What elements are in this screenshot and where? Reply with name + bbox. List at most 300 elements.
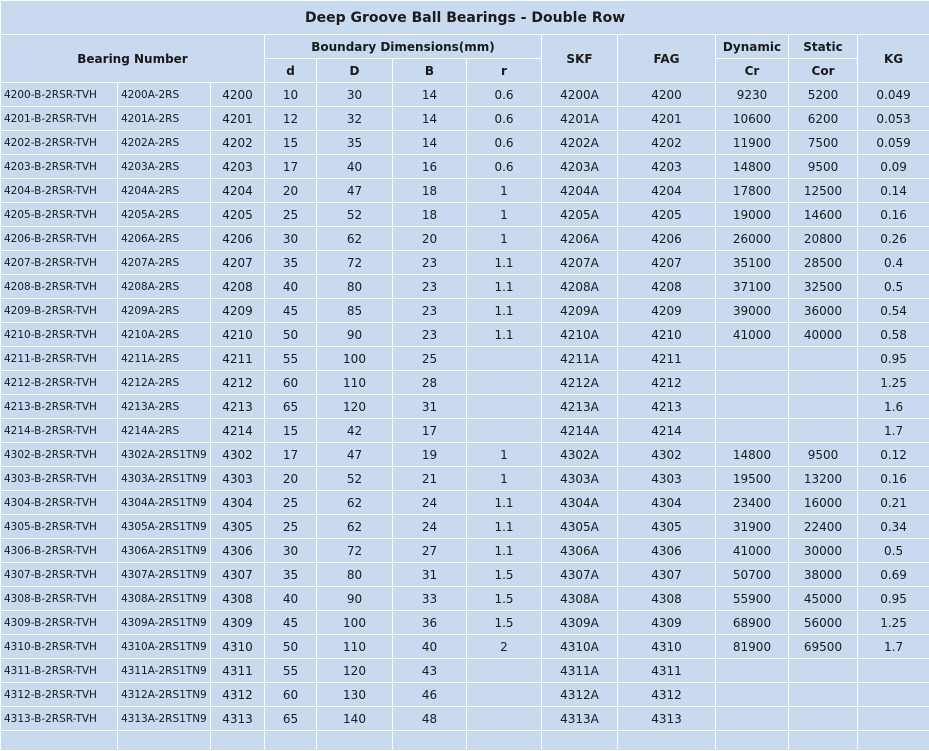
cell-ina-number: 4211-B-2RSR-TVH — [1, 347, 118, 371]
cell-cor: 56000 — [789, 611, 858, 635]
cell-nsk-number: 4308A-2RS1TN9 — [118, 587, 211, 611]
cell-fag: 4204 — [618, 179, 716, 203]
cell-r: 1.1 — [467, 323, 542, 347]
cell-kg — [858, 659, 929, 683]
cell-D: 80 — [317, 563, 393, 587]
cell-r: 0.6 — [467, 131, 542, 155]
cell-r: 1.5 — [467, 563, 542, 587]
cell-r: 1.1 — [467, 515, 542, 539]
cell-nsk-number: 4303A-2RS1TN9 — [118, 467, 211, 491]
cell-d: 15 — [265, 419, 317, 443]
cell-cr — [716, 707, 789, 731]
cell-skf: 4211A — [542, 347, 618, 371]
cell-kg: 0.049 — [858, 83, 929, 107]
cell-B: 17 — [393, 419, 467, 443]
cell-ina-number: 4204-B-2RSR-TVH — [1, 179, 118, 203]
cell-d: 35 — [265, 563, 317, 587]
cell-kg: 0.58 — [858, 323, 929, 347]
cell-r: 1 — [467, 203, 542, 227]
cell-d: 45 — [265, 299, 317, 323]
cell-D: 130 — [317, 683, 393, 707]
cell-ina-number: 4208-B-2RSR-TVH — [1, 275, 118, 299]
cell-fag: 4306 — [618, 539, 716, 563]
cell-skf: 4306A — [542, 539, 618, 563]
table-row — [1, 587, 929, 611]
header-B: B — [393, 59, 467, 83]
empty-cell — [618, 731, 716, 751]
header-kg: KG — [858, 35, 929, 83]
cell-fag: 4201 — [618, 107, 716, 131]
cell-ina-number: 4305-B-2RSR-TVH — [1, 515, 118, 539]
cell-D: 62 — [317, 515, 393, 539]
cell-d: 60 — [265, 683, 317, 707]
cell-cr: 41000 — [716, 539, 789, 563]
header-static: Static — [789, 35, 858, 59]
table-row — [1, 131, 929, 155]
cell-cr: 11900 — [716, 131, 789, 155]
cell-cor: 45000 — [789, 587, 858, 611]
cell-D: 40 — [317, 155, 393, 179]
cell-r: 1.5 — [467, 587, 542, 611]
cell-nsk-number: 4307A-2RS1TN9 — [118, 563, 211, 587]
cell-B: 40 — [393, 635, 467, 659]
cell-ina-number: 4210-B-2RSR-TVH — [1, 323, 118, 347]
cell-cr: 19000 — [716, 203, 789, 227]
header-cor: Cor — [789, 59, 858, 83]
cell-D: 62 — [317, 491, 393, 515]
cell-r: 0.6 — [467, 83, 542, 107]
cell-kg: 0.95 — [858, 587, 929, 611]
cell-skf: 4304A — [542, 491, 618, 515]
cell-D: 32 — [317, 107, 393, 131]
cell-skf: 4205A — [542, 203, 618, 227]
cell-B: 28 — [393, 371, 467, 395]
cell-ina-number: 4213-B-2RSR-TVH — [1, 395, 118, 419]
table-row — [1, 419, 929, 443]
cell-d: 25 — [265, 515, 317, 539]
cell-nsk-number: 4208A-2RS — [118, 275, 211, 299]
cell-kg: 0.16 — [858, 467, 929, 491]
cell-base-number: 4211 — [211, 347, 265, 371]
cell-D: 120 — [317, 659, 393, 683]
cell-B: 21 — [393, 467, 467, 491]
cell-kg: 1.6 — [858, 395, 929, 419]
cell-skf: 4305A — [542, 515, 618, 539]
cell-cr: 10600 — [716, 107, 789, 131]
cell-fag: 4206 — [618, 227, 716, 251]
cell-B: 18 — [393, 203, 467, 227]
cell-B: 48 — [393, 707, 467, 731]
table-row — [1, 515, 929, 539]
cell-cr: 55900 — [716, 587, 789, 611]
cell-nsk-number: 4210A-2RS — [118, 323, 211, 347]
cell-d: 40 — [265, 275, 317, 299]
cell-nsk-number: 4205A-2RS — [118, 203, 211, 227]
cell-kg: 0.34 — [858, 515, 929, 539]
cell-D: 47 — [317, 443, 393, 467]
cell-skf: 4208A — [542, 275, 618, 299]
cell-cr: 81900 — [716, 635, 789, 659]
cell-cr: 41000 — [716, 323, 789, 347]
cell-ina-number: 4304-B-2RSR-TVH — [1, 491, 118, 515]
cell-base-number: 4312 — [211, 683, 265, 707]
empty-cell — [1, 731, 118, 751]
cell-kg: 0.21 — [858, 491, 929, 515]
cell-fag: 4302 — [618, 443, 716, 467]
cell-cor: 20800 — [789, 227, 858, 251]
cell-base-number: 4304 — [211, 491, 265, 515]
cell-base-number: 4212 — [211, 371, 265, 395]
cell-kg: 0.16 — [858, 203, 929, 227]
cell-d: 10 — [265, 83, 317, 107]
cell-nsk-number: 4212A-2RS — [118, 371, 211, 395]
cell-nsk-number: 4310A-2RS1TN9 — [118, 635, 211, 659]
cell-kg: 0.5 — [858, 275, 929, 299]
table-row — [1, 251, 929, 275]
empty-cell — [467, 731, 542, 751]
cell-base-number: 4203 — [211, 155, 265, 179]
cell-ina-number: 4312-B-2RSR-TVH — [1, 683, 118, 707]
cell-fag: 4304 — [618, 491, 716, 515]
cell-skf: 4302A — [542, 443, 618, 467]
cell-fag: 4212 — [618, 371, 716, 395]
cell-skf: 4210A — [542, 323, 618, 347]
cell-kg: 0.09 — [858, 155, 929, 179]
cell-cor — [789, 419, 858, 443]
table-row — [1, 539, 929, 563]
cell-cor: 69500 — [789, 635, 858, 659]
cell-fag: 4207 — [618, 251, 716, 275]
cell-B: 25 — [393, 347, 467, 371]
cell-r: 1 — [467, 467, 542, 491]
empty-cell — [858, 731, 929, 751]
cell-ina-number: 4207-B-2RSR-TVH — [1, 251, 118, 275]
cell-D: 52 — [317, 467, 393, 491]
cell-nsk-number: 4207A-2RS — [118, 251, 211, 275]
cell-cr: 19500 — [716, 467, 789, 491]
cell-ina-number: 4307-B-2RSR-TVH — [1, 563, 118, 587]
cell-kg: 0.5 — [858, 539, 929, 563]
cell-nsk-number: 4209A-2RS — [118, 299, 211, 323]
cell-skf: 4214A — [542, 419, 618, 443]
cell-base-number: 4207 — [211, 251, 265, 275]
cell-skf: 4303A — [542, 467, 618, 491]
cell-skf: 4313A — [542, 707, 618, 731]
cell-cor: 40000 — [789, 323, 858, 347]
cell-kg: 0.14 — [858, 179, 929, 203]
cell-D: 110 — [317, 635, 393, 659]
cell-r — [467, 659, 542, 683]
cell-nsk-number: 4311A-2RS1TN9 — [118, 659, 211, 683]
cell-cor: 22400 — [789, 515, 858, 539]
cell-ina-number: 4206-B-2RSR-TVH — [1, 227, 118, 251]
cell-base-number: 4210 — [211, 323, 265, 347]
empty-cell — [118, 731, 211, 751]
header-cr: Cr — [716, 59, 789, 83]
cell-fag: 4305 — [618, 515, 716, 539]
cell-base-number: 4208 — [211, 275, 265, 299]
cell-r: 0.6 — [467, 107, 542, 131]
cell-d: 30 — [265, 227, 317, 251]
cell-skf: 4201A — [542, 107, 618, 131]
cell-fag: 4312 — [618, 683, 716, 707]
cell-cor: 16000 — [789, 491, 858, 515]
cell-B: 24 — [393, 491, 467, 515]
cell-cr — [716, 395, 789, 419]
cell-cr — [716, 419, 789, 443]
cell-D: 100 — [317, 611, 393, 635]
cell-d: 55 — [265, 347, 317, 371]
cell-D: 120 — [317, 395, 393, 419]
cell-base-number: 4309 — [211, 611, 265, 635]
cell-ina-number: 4306-B-2RSR-TVH — [1, 539, 118, 563]
cell-base-number: 4310 — [211, 635, 265, 659]
cell-fag: 4208 — [618, 275, 716, 299]
cell-fag: 4311 — [618, 659, 716, 683]
cell-B: 46 — [393, 683, 467, 707]
cell-fag: 4309 — [618, 611, 716, 635]
cell-fag: 4200 — [618, 83, 716, 107]
cell-cr: 23400 — [716, 491, 789, 515]
cell-ina-number: 4201-B-2RSR-TVH — [1, 107, 118, 131]
cell-ina-number: 4303-B-2RSR-TVH — [1, 467, 118, 491]
cell-skf: 4200A — [542, 83, 618, 107]
cell-nsk-number: 4312A-2RS1TN9 — [118, 683, 211, 707]
cell-cor: 28500 — [789, 251, 858, 275]
cell-nsk-number: 4306A-2RS1TN9 — [118, 539, 211, 563]
cell-D: 62 — [317, 227, 393, 251]
cell-skf: 4308A — [542, 587, 618, 611]
cell-kg: 1.25 — [858, 611, 929, 635]
cell-cr: 14800 — [716, 155, 789, 179]
cell-fag: 4307 — [618, 563, 716, 587]
cell-cr — [716, 371, 789, 395]
cell-skf: 4204A — [542, 179, 618, 203]
cell-d: 20 — [265, 467, 317, 491]
cell-D: 80 — [317, 275, 393, 299]
cell-d: 50 — [265, 323, 317, 347]
cell-skf: 4203A — [542, 155, 618, 179]
cell-nsk-number: 4313A-2RS1TN9 — [118, 707, 211, 731]
cell-nsk-number: 4206A-2RS — [118, 227, 211, 251]
cell-D: 100 — [317, 347, 393, 371]
cell-cr — [716, 683, 789, 707]
table-title: Deep Groove Ball Bearings - Double Row — [1, 1, 929, 35]
header-bearing-number: Bearing Number — [1, 35, 265, 83]
cell-fag: 4202 — [618, 131, 716, 155]
cell-ina-number: 4203-B-2RSR-TVH — [1, 155, 118, 179]
cell-r: 1.1 — [467, 539, 542, 563]
cell-base-number: 4302 — [211, 443, 265, 467]
cell-kg: 1.7 — [858, 635, 929, 659]
cell-r: 1 — [467, 179, 542, 203]
cell-kg — [858, 683, 929, 707]
cell-r — [467, 419, 542, 443]
cell-d: 65 — [265, 707, 317, 731]
cell-cor: 14600 — [789, 203, 858, 227]
empty-cell — [393, 731, 467, 751]
empty-cell — [716, 731, 789, 751]
cell-d: 55 — [265, 659, 317, 683]
cell-B: 23 — [393, 299, 467, 323]
table-row — [1, 635, 929, 659]
cell-r — [467, 683, 542, 707]
header-D: D — [317, 59, 393, 83]
cell-cr: 68900 — [716, 611, 789, 635]
cell-base-number: 4303 — [211, 467, 265, 491]
cell-D: 47 — [317, 179, 393, 203]
cell-r — [467, 707, 542, 731]
cell-cr: 37100 — [716, 275, 789, 299]
cell-cr: 17800 — [716, 179, 789, 203]
table-row — [1, 611, 929, 635]
cell-ina-number: 4310-B-2RSR-TVH — [1, 635, 118, 659]
cell-D: 72 — [317, 251, 393, 275]
cell-B: 43 — [393, 659, 467, 683]
cell-B: 24 — [393, 515, 467, 539]
cell-r: 1 — [467, 227, 542, 251]
cell-cor: 6200 — [789, 107, 858, 131]
cell-d: 40 — [265, 587, 317, 611]
cell-d: 15 — [265, 131, 317, 155]
cell-cr: 9230 — [716, 83, 789, 107]
cell-cor: 32500 — [789, 275, 858, 299]
cell-D: 90 — [317, 587, 393, 611]
cell-ina-number: 4202-B-2RSR-TVH — [1, 131, 118, 155]
cell-skf: 4207A — [542, 251, 618, 275]
cell-d: 50 — [265, 635, 317, 659]
cell-base-number: 4313 — [211, 707, 265, 731]
cell-B: 27 — [393, 539, 467, 563]
cell-D: 42 — [317, 419, 393, 443]
table-body — [1, 83, 929, 751]
cell-r: 1.1 — [467, 251, 542, 275]
table-row — [1, 227, 929, 251]
cell-d: 25 — [265, 491, 317, 515]
cell-d: 30 — [265, 539, 317, 563]
table-row — [1, 275, 929, 299]
cell-skf: 4209A — [542, 299, 618, 323]
cell-d: 20 — [265, 179, 317, 203]
cell-base-number: 4307 — [211, 563, 265, 587]
cell-cor — [789, 659, 858, 683]
cell-cor — [789, 371, 858, 395]
cell-B: 31 — [393, 395, 467, 419]
table-row — [1, 467, 929, 491]
cell-skf: 4312A — [542, 683, 618, 707]
table-row — [1, 659, 929, 683]
cell-kg: 0.4 — [858, 251, 929, 275]
cell-ina-number: 4309-B-2RSR-TVH — [1, 611, 118, 635]
cell-kg: 0.54 — [858, 299, 929, 323]
cell-r: 1.1 — [467, 299, 542, 323]
cell-base-number: 4311 — [211, 659, 265, 683]
cell-nsk-number: 4200A-2RS — [118, 83, 211, 107]
cell-fag: 4213 — [618, 395, 716, 419]
cell-skf: 4213A — [542, 395, 618, 419]
cell-skf: 4212A — [542, 371, 618, 395]
cell-kg: 1.25 — [858, 371, 929, 395]
cell-d: 35 — [265, 251, 317, 275]
table-row — [1, 683, 929, 707]
cell-cor: 9500 — [789, 443, 858, 467]
cell-kg: 0.059 — [858, 131, 929, 155]
cell-kg — [858, 707, 929, 731]
cell-r: 1.1 — [467, 491, 542, 515]
cell-nsk-number: 4211A-2RS — [118, 347, 211, 371]
cell-cor: 12500 — [789, 179, 858, 203]
cell-r — [467, 395, 542, 419]
table-row — [1, 323, 929, 347]
cell-cor — [789, 707, 858, 731]
header-d: d — [265, 59, 317, 83]
cell-D: 85 — [317, 299, 393, 323]
cell-B: 23 — [393, 251, 467, 275]
cell-fag: 4211 — [618, 347, 716, 371]
cell-kg: 0.053 — [858, 107, 929, 131]
cell-d: 60 — [265, 371, 317, 395]
table-row — [1, 83, 929, 107]
cell-kg: 1.7 — [858, 419, 929, 443]
cell-r: 1 — [467, 443, 542, 467]
cell-base-number: 4202 — [211, 131, 265, 155]
cell-skf: 4307A — [542, 563, 618, 587]
cell-fag: 4308 — [618, 587, 716, 611]
cell-kg: 0.69 — [858, 563, 929, 587]
cell-B: 23 — [393, 323, 467, 347]
cell-cor: 13200 — [789, 467, 858, 491]
cell-nsk-number: 4304A-2RS1TN9 — [118, 491, 211, 515]
cell-d: 12 — [265, 107, 317, 131]
cell-base-number: 4214 — [211, 419, 265, 443]
cell-base-number: 4206 — [211, 227, 265, 251]
cell-B: 14 — [393, 131, 467, 155]
cell-B: 14 — [393, 107, 467, 131]
cell-base-number: 4204 — [211, 179, 265, 203]
cell-nsk-number: 4202A-2RS — [118, 131, 211, 155]
cell-nsk-number: 4203A-2RS — [118, 155, 211, 179]
cell-base-number: 4205 — [211, 203, 265, 227]
cell-cor: 7500 — [789, 131, 858, 155]
cell-d: 17 — [265, 155, 317, 179]
cell-skf: 4202A — [542, 131, 618, 155]
cell-cr — [716, 347, 789, 371]
cell-cr: 50700 — [716, 563, 789, 587]
cell-ina-number: 4212-B-2RSR-TVH — [1, 371, 118, 395]
table-row — [1, 179, 929, 203]
cell-nsk-number: 4302A-2RS1TN9 — [118, 443, 211, 467]
cell-cr: 31900 — [716, 515, 789, 539]
empty-cell — [317, 731, 393, 751]
cell-ina-number: 4311-B-2RSR-TVH — [1, 659, 118, 683]
header-dynamic: Dynamic — [716, 35, 789, 59]
empty-cell — [265, 731, 317, 751]
cell-d: 25 — [265, 203, 317, 227]
table-row — [1, 443, 929, 467]
cell-D: 30 — [317, 83, 393, 107]
cell-B: 36 — [393, 611, 467, 635]
header-fag: FAG — [618, 35, 716, 83]
cell-kg: 0.95 — [858, 347, 929, 371]
cell-cr: 35100 — [716, 251, 789, 275]
cell-B: 23 — [393, 275, 467, 299]
cell-D: 140 — [317, 707, 393, 731]
table-row — [1, 707, 929, 731]
cell-fag: 4205 — [618, 203, 716, 227]
header-boundary-dimensions: Boundary Dimensions(mm) — [265, 35, 542, 59]
header-r: r — [467, 59, 542, 83]
cell-nsk-number: 4204A-2RS — [118, 179, 211, 203]
